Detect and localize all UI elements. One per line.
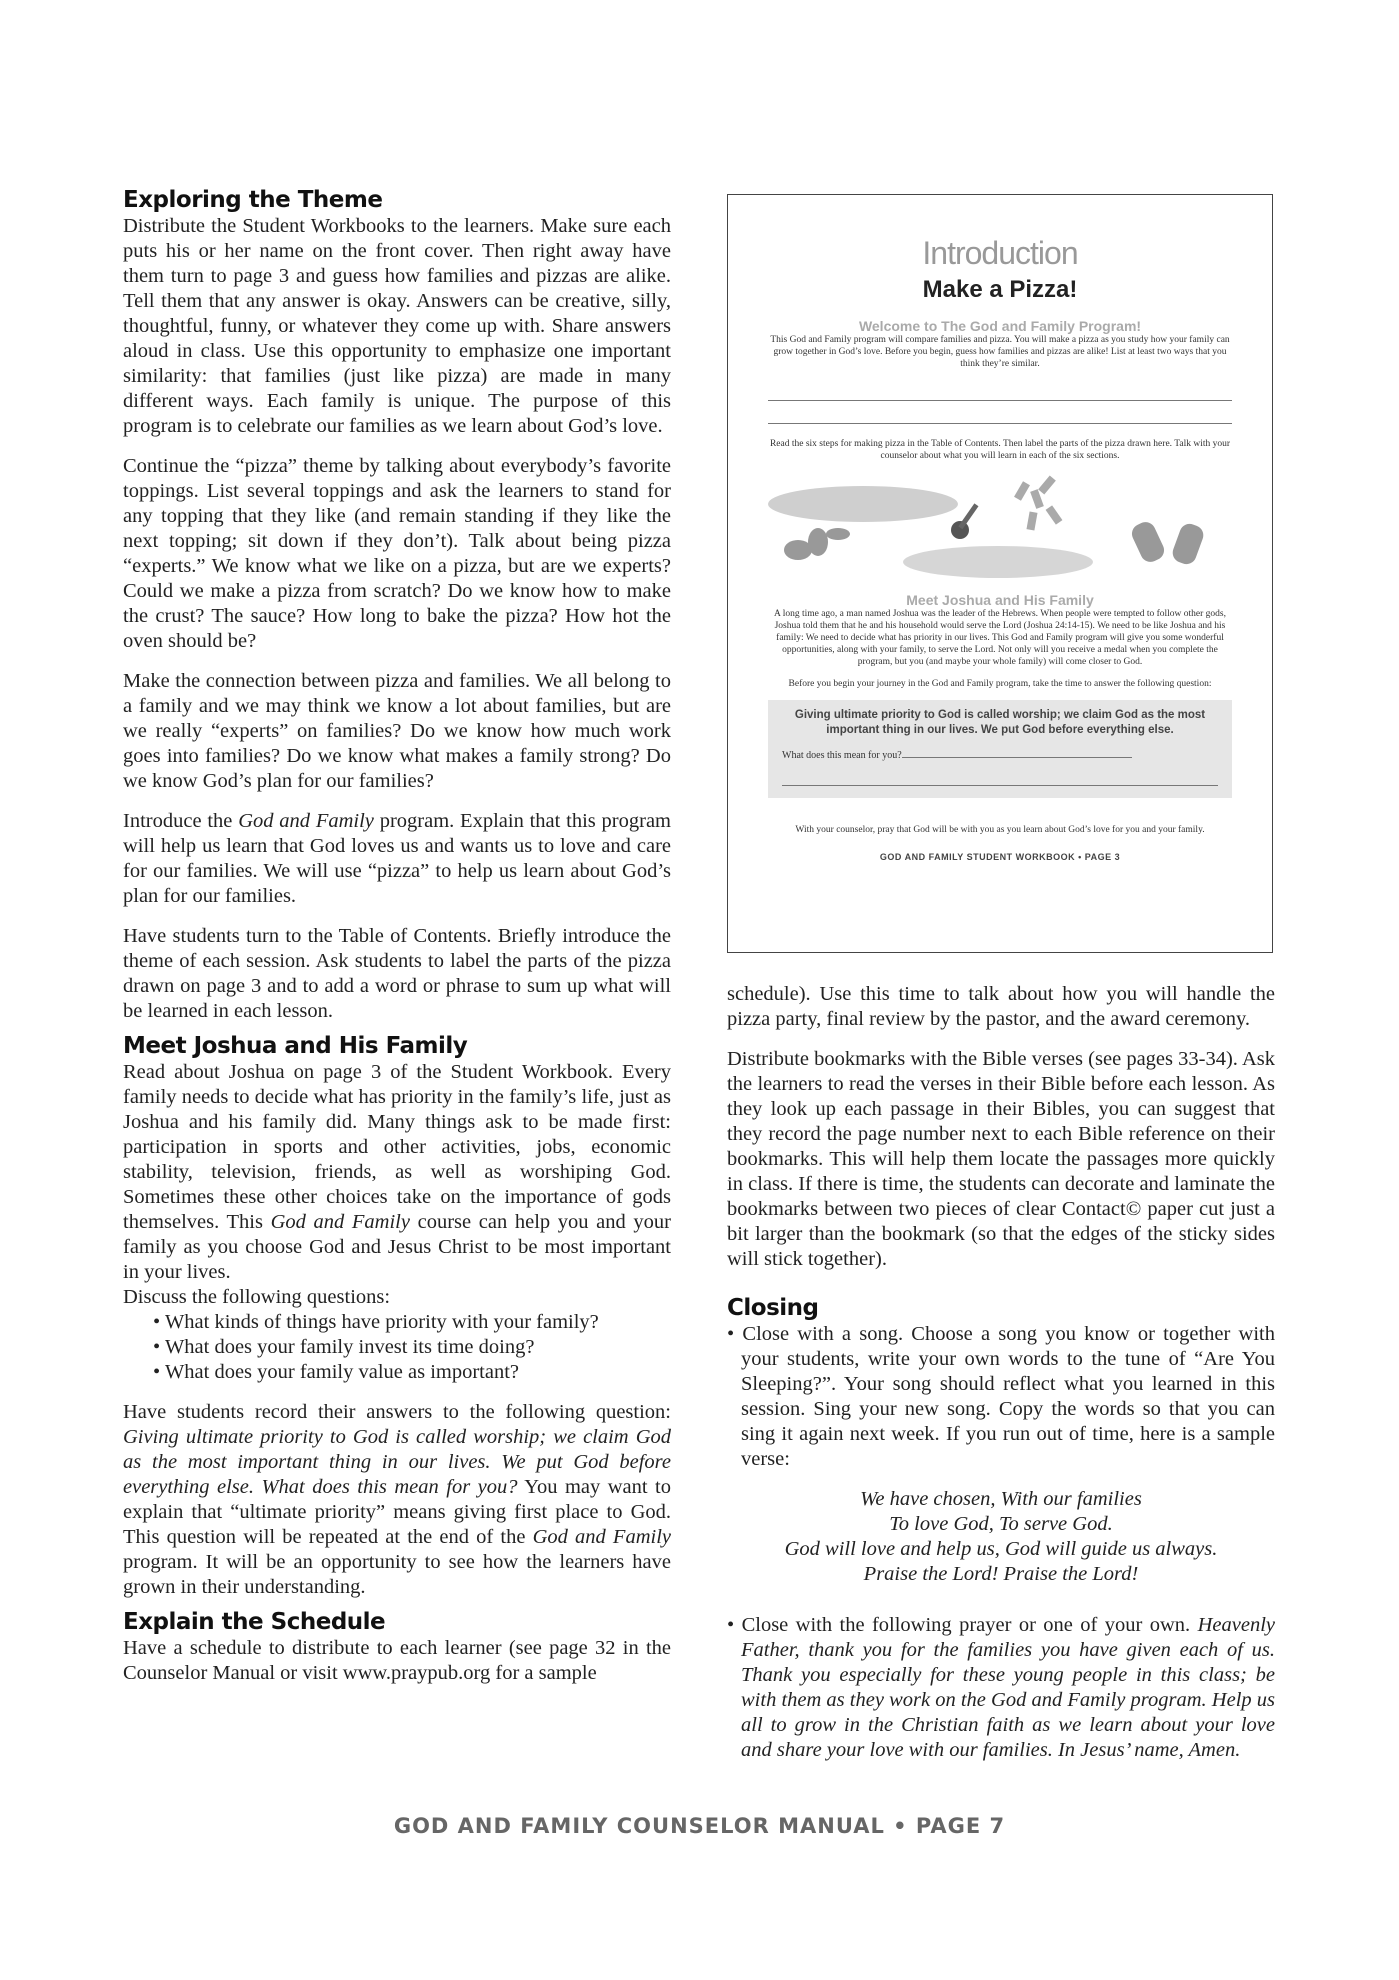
- pizza-parts-illustration: [728, 462, 1272, 590]
- cheese-icon: [1014, 476, 1062, 531]
- bullet-song: • Close with a song. Choose a song you know or together with your students, write your own words to the tune of “Are You Sleeping?”. Your song should reflect what you learned in this session. Sing your new song. Copy the words so that you can sing it again next week. If you run out of time, here is a sample verse:: [727, 1322, 1275, 1472]
- paragraph: Have students turn to the Table of Contents. Briefly introduce the theme of each session. Ask students to label the parts of the pizza drawn on page 3 and to add a word or phrase to sum up what will be learned in each lesson.: [123, 925, 671, 1022]
- workbook-page-image: [727, 194, 1273, 953]
- question-prompt: What does this mean for you?: [782, 750, 1218, 761]
- heading-meet-joshua: Meet Joshua and His Family: [123, 1033, 468, 1059]
- answer-line: [782, 785, 1218, 786]
- list-item: • What does your family value as important?: [153, 1360, 671, 1385]
- inset-welcome-text: This God and Family program will compare families and pizza. You will make a pizza as you study how your family can grow together in God’s love. Before you begin, guess how families and pizzas are alike! List at least two ways that you think they’re similar.: [770, 335, 1230, 369]
- inset-title: Introduction: [922, 235, 1078, 271]
- paragraph: Discuss the following questions:: [123, 1286, 391, 1308]
- inset-meet-heading: Meet Joshua and His Family: [906, 592, 1094, 608]
- paragraph: Continue the “pizza” theme by talking about everybody’s favorite toppings. List several toppings and ask the learners to stand for any topping that they like (and remain standing if they like the next topping; sit down if they don’t). Talk about being pizza “experts.” We know what we like on a pizza, but are we experts? Could we make a pizza from scratch? Do we know how to make the crust? The sauce? How long to bake the pizza? How hot the oven should be?: [123, 455, 671, 652]
- oven-mitt-icon: [1129, 519, 1206, 567]
- paragraph: Introduce the God and Family program. Explain that this program will help us learn that God loves us and wants us to love and care for our families. We will use “pizza” to help us learn about God’s plan for our families.: [123, 810, 672, 907]
- paragraph: Have students record their answers to the following question: Giving ultimate priority to God is called worship; we claim God as the most important thing in our lives. We put God before everything else. What does this mean for you? You may want to explain that “ultimate priority” means giving first place to God. This question will be repeated at the end of the God and Family program. It will be an opportunity to see how the learners have grown in their understanding.: [123, 1401, 671, 1598]
- inset-meet-text: A long time ago, a man named Joshua was the leader of the Hebrews. When people were tempted to follow other gods, Joshua told them that he and his household would serve the Lord (Joshua 24:14-15). We need to be like Joshua and his family: We need to decide what has priority in our lives. This God and Family program will give you some wonderful opportunities, along with your family, to serve the Lord. Not only will you receive a medal when you complete the program, but you (and maybe your whole family) will come closer to God.: [773, 609, 1226, 667]
- inset-before-text: Before you begin your journey in the God and Family program, take the time to answer the following question:: [788, 679, 1212, 689]
- heading-exploring-theme: Exploring the Theme: [123, 187, 383, 213]
- question-box: [768, 700, 1232, 798]
- inset-pray-text: With your counselor, pray that God will be with you as you learn about God’s love for you and your family.: [795, 825, 1205, 835]
- verse-line: We have chosen, With our families: [860, 1488, 1142, 1510]
- bullet-prayer: • Close with the following prayer or one of your own. Heavenly Father, thank you for the families you have given each of us. Thank you especially for these young people in this class; be with them as they work on the God and Family program. Help us all to grow in the Christian faith as we learn about your love and share your love with our families. In Jesus’ name, Amen.: [727, 1613, 1275, 1763]
- heading-closing: Closing: [727, 1295, 819, 1321]
- verse-line: Praise the Lord! Praise the Lord!: [863, 1563, 1139, 1585]
- crust-icon: [768, 486, 958, 522]
- inset-subtitle: Make a Pizza!: [922, 276, 1078, 303]
- paragraph: Make the connection between pizza and families. We all belong to a family and we may think we know a lot about families, but are we really “experts” on families? Do we know how much work goes into families? Do we know what makes a family strong? Do we know God’s plan for our families?: [123, 670, 671, 792]
- paragraph: schedule). Use this time to talk about how you will handle the pizza party, final review by the pastor, and the award ceremony.: [727, 983, 1275, 1030]
- answer-line: [768, 370, 1232, 401]
- left-column: [123, 186, 671, 1701]
- inset-footer: GOD AND FAMILY STUDENT WORKBOOK • PAGE 3: [879, 852, 1121, 862]
- pizza-pan-icon: [903, 546, 1093, 578]
- inset-read-text: Read the six steps for making pizza in the Table of Contents. Then label the parts of the pizza drawn here. Talk with your counselor about what you will learn in each of the six sections.: [769, 439, 1231, 461]
- question-list: [153, 1310, 671, 1385]
- verse-line: God will love and help us, God will guide us always.: [784, 1538, 1218, 1560]
- inset-welcome-heading: Welcome to The God and Family Program!: [858, 318, 1142, 334]
- list-item: • What kinds of things have priority with your family?: [153, 1310, 671, 1335]
- verse-line: To love God, To serve God.: [889, 1513, 1113, 1535]
- pizza-cutter-icon: [951, 503, 978, 539]
- pepper-icon: [784, 528, 850, 560]
- paragraph: Distribute bookmarks with the Bible verses (see pages 33-34). Ask the learners to read the verses in their Bible before each lesson. As they look up each passage in their Bibles, you can suggest that they record the page number next to each Bible reference on their bookmarks. This will help them locate the passages more quickly in class. If there is time, the students can decorate and laminate the bookmarks between two pieces of clear Contact© paper cut just a bit larger than the bookmark (so that the edges of the sticky sides will stick together).: [727, 1048, 1275, 1270]
- paragraph: Read about Joshua on page 3 of the Student Workbook. Every family needs to decide what has priority in the family’s life, just as Joshua and his family did. Many things ask to be made first: participation in sports and other activities, jobs, economic stability, television, friends, as well as worshiping God. Sometimes these other choices take on the importance of gods themselves. This God and Family course can help you and your family as you choose God and Jesus Christ to be most important in your lives.: [123, 1061, 671, 1283]
- song-verse: [727, 1487, 1275, 1587]
- page-footer: GOD AND FAMILY COUNSELOR MANUAL • PAGE 7: [393, 1814, 1006, 1838]
- paragraph: Distribute the Student Workbooks to the learners. Make sure each puts his or her name on the front cover. Then right away have them turn to page 3 and guess how families and pizzas are alike. Tell them that any answer is okay. Answers can be creative, silly, thoughtful, funny, or whatever they come up with. Share answers aloud in class. Use this opportunity to emphasize one important similarity: that families (just like pizza) are made in many different ways. Each family is unique. The purpose of this program is to celebrate our families as we learn about God’s love.: [123, 215, 671, 437]
- list-item: • What does your family invest its time doing?: [153, 1335, 671, 1360]
- question-box-text: Giving ultimate priority to God is called worship; we claim God as the most important thing in our lives. We put God before everything else.: [794, 709, 1206, 736]
- paragraph: Have a schedule to distribute to each learner (see page 32 in the Counselor Manual or visit www.praypub.org for a sample: [123, 1637, 671, 1684]
- answer-line: [768, 401, 1232, 424]
- right-column: [727, 982, 1275, 1778]
- heading-explain-schedule: Explain the Schedule: [123, 1609, 386, 1635]
